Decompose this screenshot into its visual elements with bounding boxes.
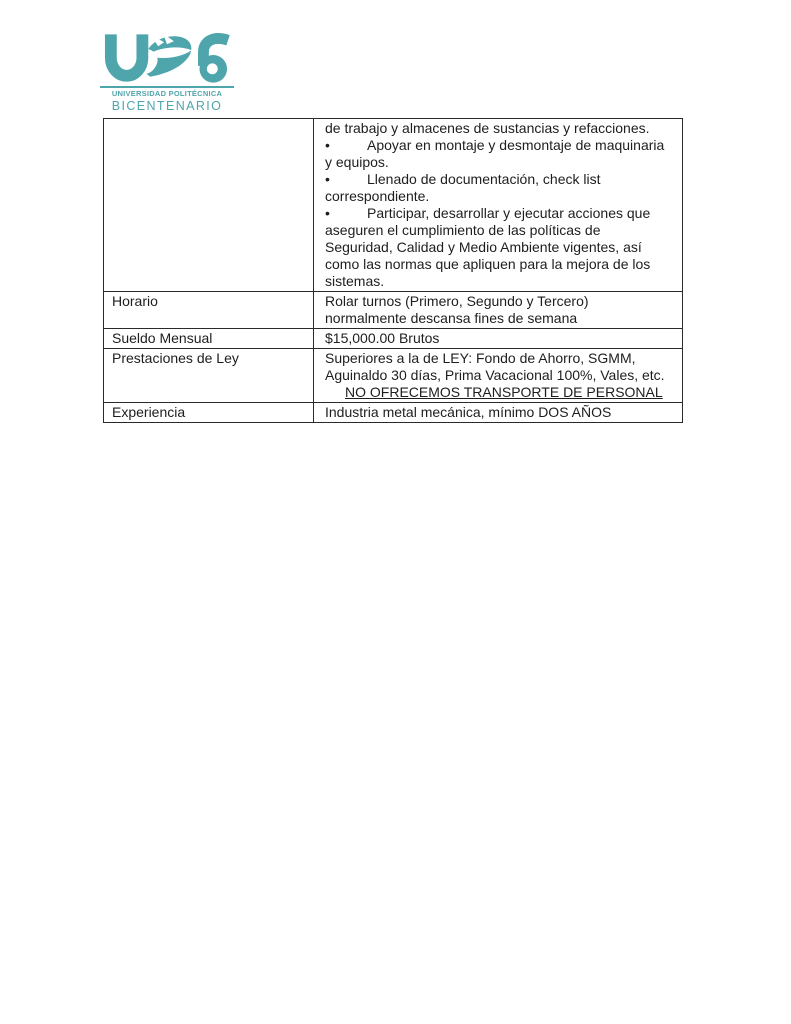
duty-bullet-item bbox=[325, 205, 669, 290]
table-row-prestaciones bbox=[104, 349, 683, 403]
row-label: Horario bbox=[104, 292, 314, 329]
upb-logo-icon bbox=[102, 33, 232, 85]
row-value: Rolar turnos (Primero, Segundo y Tercero) normalmente descansa fines de semana bbox=[314, 292, 683, 329]
university-logo bbox=[100, 33, 234, 113]
logo-university-line: UNIVERSIDAD POLITÉCNICA bbox=[111, 89, 223, 98]
row-value bbox=[314, 349, 683, 403]
row-value: Industria metal mecánica, mínimo DOS AÑOS bbox=[314, 403, 683, 423]
table-row-sueldo bbox=[104, 329, 683, 349]
row-value: $15,000.00 Brutos bbox=[314, 329, 683, 349]
row-label-empty bbox=[104, 119, 314, 292]
duties-intro: de trabajo y almacenes de sustancias y refacciones. bbox=[325, 120, 650, 136]
row-label: Sueldo Mensual bbox=[104, 329, 314, 349]
duty-text: Apoyar en montaje y desmontaje de maquinaria y equipos. bbox=[325, 137, 665, 170]
duty-text: Participar, desarrollar y ejecutar acciones que aseguren el cumplimiento de las políticas de Seguridad, Calidad y Medio Ambiente vigentes, así como las normas que apliquen para la mejora de los sistemas. bbox=[325, 205, 651, 289]
duty-bullet-item bbox=[325, 171, 669, 205]
table-row-experiencia bbox=[104, 403, 683, 423]
table-row-horario bbox=[104, 292, 683, 329]
job-details-table bbox=[103, 118, 683, 423]
duties-cell bbox=[314, 119, 683, 292]
logo-divider bbox=[100, 86, 234, 88]
bullet-icon: • bbox=[325, 205, 330, 221]
table-row-duties bbox=[104, 119, 683, 292]
row-label: Prestaciones de Ley bbox=[104, 349, 314, 403]
row-label: Experiencia bbox=[104, 403, 314, 423]
prestaciones-text: Superiores a la de LEY: Fondo de Ahorro, SGMM, Aguinaldo 30 días, Prima Vacacional 100%, Vales, etc. bbox=[325, 350, 665, 383]
bullet-icon: • bbox=[325, 171, 330, 187]
logo-bicentenario-line: BICENTENARIO bbox=[111, 99, 223, 113]
prestaciones-underlined-note: NO OFRECEMOS TRANSPORTE DE PERSONAL bbox=[345, 384, 663, 400]
duty-bullet-item bbox=[325, 137, 669, 171]
duty-text: Llenado de documentación, check list correspondiente. bbox=[325, 171, 601, 204]
bullet-icon: • bbox=[325, 137, 330, 153]
